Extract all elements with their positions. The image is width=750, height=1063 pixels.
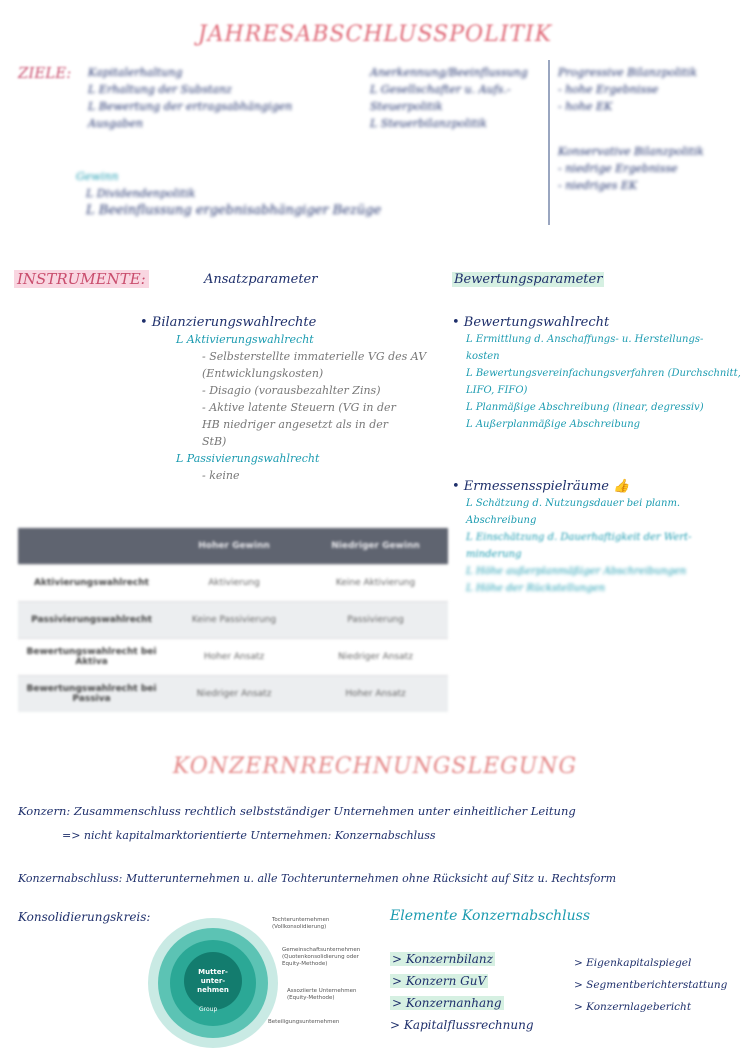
ansatz-item: L Passivierungswahlrecht [176, 452, 320, 465]
table-cell: Hoher Ansatz [165, 639, 303, 676]
instrumente-label [14, 270, 149, 288]
table-cell: Keine Aktivierung [303, 565, 448, 602]
bewertung-item: • Bewertungswahlrecht [452, 315, 610, 330]
elemente-item: > Segmentberichterstattung [574, 979, 728, 991]
elemente-item-text: > Konzernanhang [392, 996, 502, 1010]
table-header-row [18, 528, 448, 565]
table-header: Hoher Gewinn [165, 528, 303, 565]
table-cell: Aktivierung [165, 565, 303, 602]
table-cell: Niedriger Ansatz [303, 639, 448, 676]
ziele-col3-line: - hohe Ergebnisse [558, 83, 659, 96]
divider [548, 60, 550, 225]
table-cell: Bewertungswahlrecht bei Passiva [18, 676, 165, 713]
instrumente-label-text: INSTRUMENTE: [14, 270, 149, 288]
elemente-item [390, 992, 534, 1014]
elemente-item: > Konzernlagebericht [574, 1001, 692, 1013]
wahlrecht-table [18, 528, 448, 712]
bewertung-item: L Ermittlung d. Anschaffungs- u. Herstellungs- [466, 334, 704, 345]
table-cell: Bewertungswahlrecht bei Aktiva [18, 639, 165, 676]
elemente-item-text: > Konzern GuV [392, 974, 487, 988]
ziele-col1b-line: L Dividendenpolitik [86, 187, 196, 200]
elemente-right [574, 952, 727, 1018]
ansatz-item: - keine [202, 469, 240, 482]
ermessen-item: L Schätzung d. Nutzungsdauer bei planm. [466, 498, 681, 509]
bewertung-item: LIFO, FIFO) [466, 385, 528, 396]
bewertung-item: L Planmäßige Abschreibung (linear, degressiv) [466, 402, 704, 413]
ziele-col2-line: Steuerpolitik [370, 100, 443, 113]
table-header: Niedriger Gewinn [303, 528, 448, 565]
table-cell: Aktivierungswahlrecht [18, 565, 165, 602]
ziele-col2-line: L Steuerbilanzpolitik [370, 117, 487, 130]
elemente-item-text: > Kapitalflussrechnung [390, 1018, 534, 1032]
ziele-col1b-line: L Beeinflussung ergebnisabhängiger Bezüge [86, 203, 382, 218]
diagram-label: Beteiligungsunternehmen [268, 1019, 340, 1025]
ansatz-head: Ansatzparameter [204, 272, 318, 287]
ansatz-item: L Aktivierungswahlrecht [176, 333, 314, 346]
ziele-col2 [370, 64, 540, 132]
konzern-line: Konzernabschluss: Mutterunternehmen u. alle Tochterunternehmen ohne Rücksicht auf Sitz u. Rechtsform [18, 872, 617, 885]
table-row [18, 676, 448, 713]
ziele-col1-line: Ausgaben [88, 117, 143, 130]
ermessen-item: Abschreibung [466, 515, 537, 526]
table-cell: Keine Passivierung [165, 602, 303, 639]
diagram-label: Assoziierte Unternehmen (Equity-Methode) [287, 988, 357, 1001]
group-label: Group [199, 1006, 218, 1013]
ansatz-item: • Bilanzierungswahlrechte [140, 315, 317, 330]
ermessen-item: minderung [466, 549, 522, 560]
konzern-line: Konzern: Zusammenschluss rechtlich selbstständiger Unternehmen unter einheitlicher Leitung [18, 804, 576, 818]
ziele-col3-line: Konservative Bilanzpolitik [558, 145, 704, 158]
ziele-col1-line: L Erhaltung der Substanz [88, 83, 232, 96]
ziele-col1-line: L Bewertung der ertragsabhängigen [88, 100, 293, 113]
elemente-item-text: > Konzernbilanz [392, 952, 493, 966]
elemente-head: Elemente Konzernabschluss [390, 908, 591, 924]
table-cell: Passivierungswahlrecht [18, 602, 165, 639]
ansatz-item: (Entwicklungskosten) [202, 367, 324, 380]
elemente-item [390, 970, 534, 992]
ziele-col1b [76, 168, 456, 219]
ziele-col1b-head: Gewinn [76, 170, 119, 183]
ziele-col3-line: Progressive Bilanzpolitik [558, 66, 697, 79]
page-title: JAHRESABSCHLUSSPOLITIK [197, 22, 553, 47]
ansatz-list [140, 314, 440, 484]
diagram-label: Tochterunternehmen (Vollkonsolidierung) [272, 917, 330, 930]
table-cell: Niedriger Ansatz [165, 676, 303, 713]
ansatz-item: StB) [202, 435, 227, 448]
elemente-item: > Eigenkapitalspiegel [574, 957, 692, 969]
konzern-line: => nicht kapitalmarktorientierte Unternehmen: Konzernabschluss [62, 829, 436, 842]
bewertung-head-text: Bewertungsparameter [454, 272, 603, 287]
ermessen-item: L Einschätzung d. Dauerhaftigkeit der Wert- [466, 532, 692, 543]
ziele-col2-line: L Gesellschafter u. Aufs.- [370, 83, 511, 96]
bewertung-item: kosten [466, 351, 500, 362]
ziele-label: ZIELE: [18, 64, 72, 82]
bewertung-item: L Bewertungsvereinfachungsverfahren (Durchschnitt, [466, 368, 741, 379]
table-cell: Passivierung [303, 602, 448, 639]
ansatz-item: - Disagio (vorausbezahlter Zins) [202, 384, 381, 397]
ziele-col3-line: - niedriges EK [558, 179, 638, 192]
ziele-col3-line: - hohe EK [558, 100, 613, 113]
ansatz-item: HB niedriger angesetzt als in der [202, 418, 389, 431]
table-cell: Hoher Ansatz [303, 676, 448, 713]
ziele-col1 [88, 64, 348, 132]
bewertung-item: L Außerplanmäßige Abschreibung [466, 419, 641, 430]
mutter-circle: Mutter- unter- nehmen [184, 952, 242, 1010]
ermessen-item: L Höhe der Rückstellungen [466, 583, 606, 594]
table-row [18, 565, 448, 602]
diagram-label: Gemeinschaftsunternehmen (Quotenkonsolidierung oder Equity-Methode) [282, 947, 361, 967]
ziele-col2-line: Anerkennung/Beeinflussung [370, 66, 528, 79]
elemente-item [390, 948, 534, 970]
bewertung-head [452, 270, 604, 290]
ziele-col1-line: Kapitalerhaltung [88, 66, 183, 79]
ermessen-list [452, 478, 747, 597]
elemente-item [390, 1014, 534, 1036]
table-row [18, 602, 448, 639]
section-title: KONZERNRECHNUNGSLEGUNG [172, 754, 578, 779]
elemente-left [390, 948, 534, 1036]
ermessen-item: L Höhe außerplanmäßiger Abschreibungen [466, 566, 687, 577]
kreis-label: Konsolidierungskreis: [18, 910, 151, 924]
table-row [18, 639, 448, 676]
ansatz-item: - Selbsterstellte immaterielle VG des AV [202, 350, 427, 363]
ziele-col3-line: - niedrige Ergebnisse [558, 162, 678, 175]
bewertung-list [452, 314, 747, 433]
ziele-col3 [558, 64, 738, 194]
ansatz-item: - Aktive latente Steuern (VG in der [202, 401, 396, 414]
table-header [18, 528, 165, 565]
ermessen-item: • Ermessensspielräume 👍 [452, 479, 630, 494]
